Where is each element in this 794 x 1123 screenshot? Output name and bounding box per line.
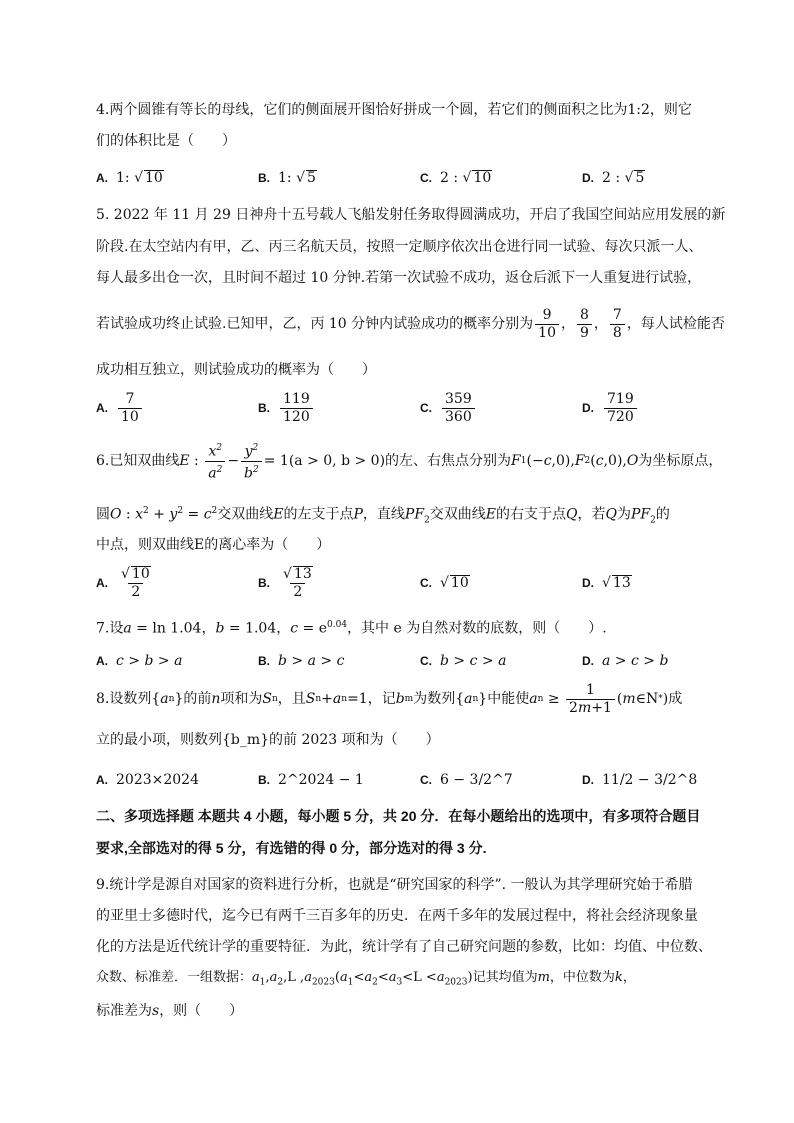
q5-line-1: 5. 2022 年 11 月 29 日神舟十五号载人飞船发射任务取得圆满成功，开启了我国空间站应用发展的新 bbox=[96, 207, 726, 223]
q5-fraction: $\frac{7}{8}$ bbox=[610, 307, 625, 342]
q4-option-a[interactable]: A. 1: √ 10 bbox=[96, 170, 163, 186]
q4-option-d[interactable]: D. 2 : √ 5 bbox=[582, 170, 645, 186]
q6-option-a[interactable]: A. $\frac{√ 10}{2}$ bbox=[96, 565, 150, 600]
q6-options bbox=[96, 563, 716, 603]
q4-options bbox=[96, 160, 716, 196]
q5-option-d[interactable]: D. $\frac{719}{720}$ bbox=[582, 388, 639, 428]
q5-line-3: 每人最多出仓一次，且时间不超过 10 分钟.若第一次试验不成功，返仓后派下一人重复进行试验， bbox=[96, 270, 702, 286]
q4-option-c[interactable]: C. 2 : √ 10 bbox=[420, 170, 492, 186]
q4-line-1: 4.两个圆锥有等长的母线，它们的侧面展开图恰好拼成一个圆，若它们的侧面积之比为1:2，则它 bbox=[96, 102, 692, 118]
q7-option-c[interactable]: C. b > c > a bbox=[420, 653, 507, 669]
section-2-heading-line-2: 要求,全部选对的得 5 分，有选错的得 0 分，部分选对的得 3 分. bbox=[96, 840, 487, 856]
q5-options bbox=[96, 388, 716, 428]
q8-option-b[interactable]: B. 2^2024 − 1 bbox=[258, 772, 364, 788]
q6-option-d[interactable]: D. √ 13 bbox=[582, 575, 631, 591]
q5-option-c[interactable]: C. $\frac{359}{360}$ bbox=[420, 388, 477, 428]
q6-line-1: 6.已知双曲线 E : $\frac{x^2}{a^2}$ − $\frac{y^2}{b^2}$ = 1(a > 0, b > 0) 的左、右焦点分别为 F 1 (− c ,0), F 2 ( c ,0), O 为坐标原点， bbox=[96, 442, 723, 482]
q7-option-b[interactable]: B. b > a > c bbox=[258, 653, 345, 669]
q4-option-b[interactable]: B. 1: √ 5 bbox=[258, 170, 316, 186]
q6-line-3: 中点，则双曲线E的离心率为（ ） bbox=[96, 537, 331, 553]
q5-line-5: 成功相互独立，则试验成功的概率为（ ） bbox=[96, 362, 376, 378]
q6-option-b[interactable]: B. $\frac{√ 13}{2}$ bbox=[258, 565, 312, 600]
q8-line-1: 8.设数列 { a n } 的前 n 项和为 S n ，且 S n + a n =1 ，记 b m 为数列 { a n } 中能使 a n ≥ $\frac{1}{2m+1}$ ( m ∈N * ) 成 bbox=[96, 681, 683, 716]
q5-line-2: 阶段.在太空站内有甲，乙、丙三名航天员，按照一定顺序依次出仓进行同一试验、每次只派一人、 bbox=[96, 239, 703, 255]
q5-option-b[interactable]: B. $\frac{119}{120}$ bbox=[258, 388, 315, 428]
q9-line-4: 众数、标准差．一组数据：$a_1,a_2,L$ $,a_{2023}(a_1<a_2<a_3<L <a_{2023})$记其均值为m，中位数为k， bbox=[96, 970, 636, 988]
q8-line-2: 立的最小项，则数列{b_m}的前 2023 项和为（ ） bbox=[96, 732, 440, 748]
q7-option-a[interactable]: A. c > b > a bbox=[96, 653, 183, 669]
q9-line-1: 9.统计学是源自对国家的资料进行分析，也就是“研究国家的科学”. 一般认为其学理研究始于希腊 bbox=[96, 877, 693, 893]
q4-line-2: 们的体积比是（ ） bbox=[96, 133, 236, 149]
q6-line-2: 圆O : $x^2 + y^2 = c^2$交双曲线E的左支于点P，直线$PF_2$交双曲线E的右支于点Q，若Q为$PF_2$的 bbox=[96, 506, 670, 526]
q9-line-5: 标准差为s，则（ ） bbox=[96, 1003, 244, 1019]
q5-option-a[interactable]: A. $\frac{7}{10}$ bbox=[96, 388, 144, 428]
q7-option-d[interactable]: D. a > c > b bbox=[582, 653, 669, 669]
q8-option-d[interactable]: D. 11/2 − 3/2^8 bbox=[582, 772, 698, 788]
q8-option-c[interactable]: C. 6 − 3/2^7 bbox=[420, 772, 513, 788]
q5-line-4: 若试验成功终止试验.已知甲，乙，丙 10 分钟内试验成功的概率分别为 $\frac{9}{10}$ ， $\frac{8}{9}$ ， $\frac{7}{8}$ ，每人试检能否 bbox=[96, 306, 725, 341]
q9-line-3: 化的方法是近代统计学的重要特征．为此，统计学有了自己研究问题的参数，比如：均值、中位数、 bbox=[96, 939, 712, 955]
q7-options bbox=[96, 643, 716, 679]
section-2-heading-line-1: 二、多项选择题 本题共 4 小题，每小题 5 分，共 20 分．在每小题给出的选项中，有多项符合题目 bbox=[96, 808, 701, 824]
q6-option-c[interactable]: C. √ 10 bbox=[420, 575, 469, 591]
q5-fraction: $\frac{9}{10}$ bbox=[535, 307, 559, 342]
q8-option-a[interactable]: A. 2023×2024 bbox=[96, 772, 199, 788]
q5-fraction: $\frac{8}{9}$ bbox=[577, 307, 592, 342]
q7-line-1: 7.设a = ln 1.04，b = 1.04，$c = e^{0.04}$，其中 e 为自然对数的底数，则（ ）. bbox=[96, 620, 607, 637]
q9-line-2: 的亚里士多德时代，迄今已有两千三百多年的历史．在两千多年的发展过程中，将社会经济现象量 bbox=[96, 908, 698, 924]
q8-options bbox=[96, 760, 716, 800]
